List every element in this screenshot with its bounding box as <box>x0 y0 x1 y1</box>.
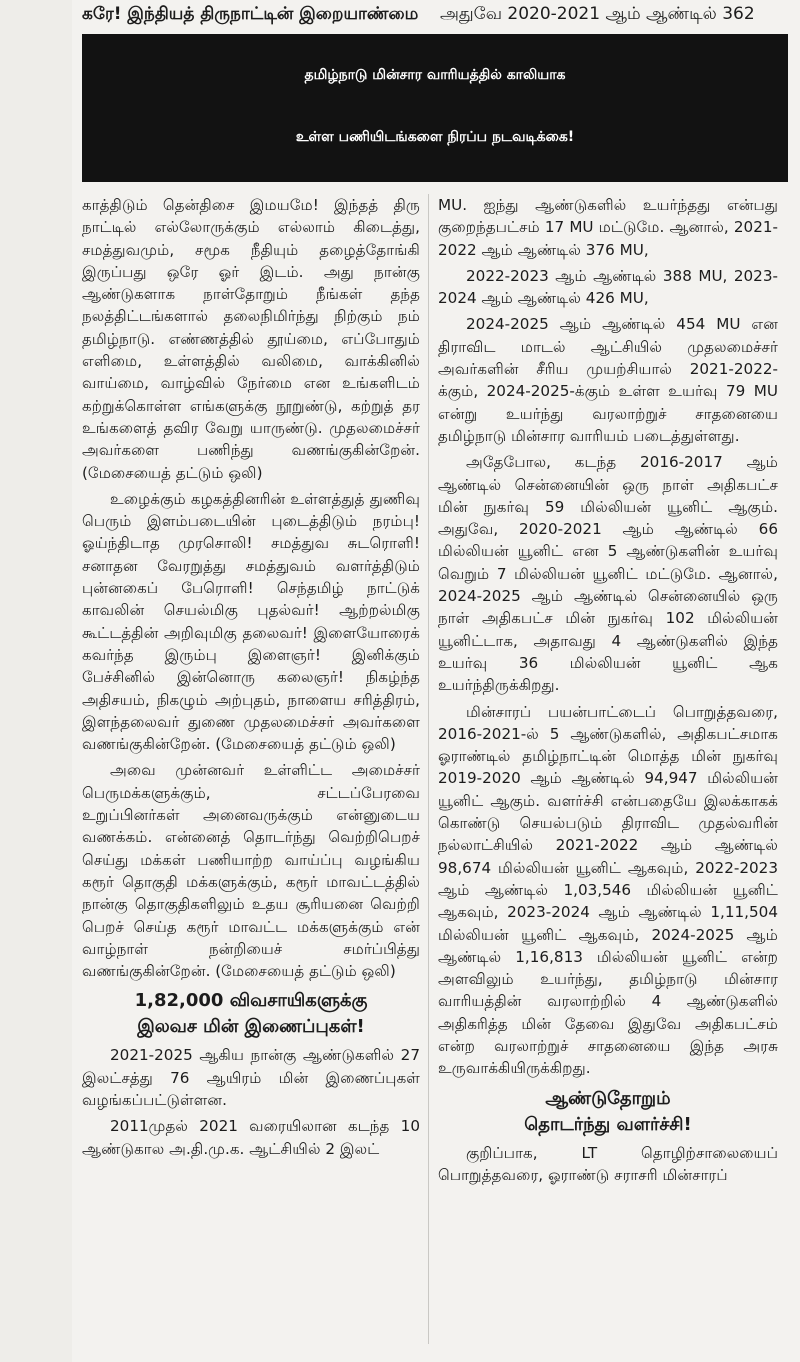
left-paragraph-1: காத்திடும் தென்திசை இமயமே! இந்தத் திரு நாட்டில் எல்லோருக்கும் எல்லாம் கிடைத்து, சமத்துவமும், சமூக நீதியும் தழைத்தோங்கி இருப்பது ஒரே ஓர் இடம். அது நான்கு ஆண்டுகளாக நாள்தோறும் நீங்கள் தந்த நலத்திட்டங்களால் தலைநிமிர்ந்து நிற்கும் நம் தமிழ்நாடு. எண்ணத்தில் தூய்மை, எப்போதும் எளிமை, உள்ளத்தில் வலிமை, வாக்கினில் வாய்மை, வாழ்வில் நேர்மை என உங்களிடம் கற்றுக்கொள்ள எங்களுக்கு நூறுண்டு, கற்றுத் தர உங்களைத் தவிர வேறு யாருண்டு. முதலமைச்சர் அவர்களை பணிந்து வணங்குகின்றேன். (மேசையைத் தட்டும் ஒலி) <box>82 196 420 482</box>
top-right-line: அதுவே 2020-2021 ஆம் ஆண்டில் 362 <box>440 4 755 24</box>
subheading-free-connections <box>82 988 420 1040</box>
subheading-line-1: ஆண்டுதோறும் <box>545 1087 671 1109</box>
top-strip <box>0 0 800 34</box>
right-paragraph-1: MU. ஐந்து ஆண்டுகளில் உயர்ந்தது என்பது குறைந்தபட்சம் 17 MU மட்டுமே. ஆனால், 2021-2022 ஆம் ஆண்டில் 376 MU, <box>438 196 778 259</box>
left-column <box>82 194 420 1160</box>
right-column <box>438 194 778 1186</box>
left-margin <box>0 0 72 1362</box>
right-paragraph-2: 2022-2023 ஆம் ஆண்டில் 388 MU, 2023-2024 ஆம் ஆண்டில் 426 MU, <box>438 266 778 308</box>
top-left-line: கரே! இந்தியத் திருநாட்டின் இறையாண்மை <box>82 4 419 24</box>
subheading-line-1: 1,82,000 விவசாயிகளுக்கு <box>134 990 368 1012</box>
right-paragraph-3: 2024-2025 ஆம் ஆண்டில் 454 MU என திராவிட மாடல் ஆட்சியில் முதலமைச்சர் அவர்களின் சீரிய முயற்சியால் 2021-2022-க்கும், 2024-2025-க்கும் உள்ள உயர்வு 79 MU என்று உயர்ந்து வரலாற்றுச் சாதனையை தமிழ்நாடு மின்சார வாரியம் படைத்துள்ளது. <box>438 315 778 445</box>
subheading-line-2: தொடர்ந்து வளர்ச்சி! <box>524 1113 692 1135</box>
left-paragraph-4: 2021-2025 ஆகிய நான்கு ஆண்டுகளில் 27 இலட்சத்து 76 ஆயிரம் மின் இணைப்புகள் வழங்கப்பட்டுள்ளன. <box>82 1046 420 1109</box>
subheading-annual-growth <box>438 1086 778 1138</box>
right-paragraph-6: குறிப்பாக, LT தொழிற்சாலையைப் பொறுத்தவரை, ஓராண்டு சராசரி மின்சாரப் <box>438 1143 778 1184</box>
headline-banner <box>82 34 788 182</box>
left-paragraph-2: உழைக்கும் கழகத்தினரின் உள்ளத்துத் துணிவு பெரும் இளம்படையின் புடைத்திடும் நரம்பு! ஓய்ந்திடாத முரசொலி! சமத்துவ சுடரொளி! சனாதன வேரறுத்து சமத்துவம் வளர்த்திடும் புன்னகைப் பேரொளி! செந்தமிழ் நாட்டுக் காவலின் செயல்மிகு புதல்வர்! ஆற்றல்மிகு கூட்டத்தின் அறிவுமிகு தலைவர்! இளையோரைக் கவர்ந்த இரும்பு இளைஞர்! இனிக்கும் பேச்சினில் இன்னொரு கலைஞர்! நிகழ்ந்த அதிசயம், நிகழும் அற்புதம், நாளைய சரித்திரம், இளந்தலைவர் துணை முதலமைச்சர் அவர்களை வணங்குகின்றேன். (மேசையைத் தட்டும் ஒலி) <box>82 489 420 754</box>
headline-line-1: தமிழ்நாடு மின்சார வாரியத்தில் காலியாக <box>304 67 566 83</box>
left-paragraph-5: 2011முதல் 2021 வரையிலான கடந்த 10 ஆண்டுகால அ.தி.மு.க. ஆட்சியில் 2 இலட் <box>82 1117 420 1158</box>
headline-line-2: உள்ள பணியிடங்களை நிரப்ப நடவடிக்கை! <box>295 129 575 145</box>
right-paragraph-4: அதேபோல, கடந்த 2016-2017 ஆம் ஆண்டில் சென்னையின் ஒரு நாள் அதிகபட்ச மின் நுகர்வு 59 மில்லியன் யூனிட் ஆகும். அதுவே, 2020-2021 ஆம் ஆண்டில் 66 மில்லியன் யூனிட் என 5 ஆண்டுகளின் உயர்வு வெறும் 7 மில்லியன் யூனிட் மட்டுமே. ஆனால், 2024-2025 ஆம் ஆண்டில் சென்னையில் ஒரு நாள் அதிகபட்ச மின் நுகர்வு 102 மில்லியன் யூனிட்டாக, அதாவது 4 ஆண்டுகளில் இந்த உயர்வு 36 மில்லியன் யூனிட் ஆக உயர்ந்திருக்கிறது. <box>438 453 778 695</box>
column-divider <box>428 194 429 1344</box>
right-paragraph-5: மின்சாரப் பயன்பாட்டைப் பொறுத்தவரை, 2016-2021-ல் 5 ஆண்டுகளில், அதிகபட்சமாக ஓராண்டில் தமிழ்நாட்டின் மொத்த மின் நுகர்வு 2019-2020 ஆம் ஆண்டில் 94,947 மில்லியன் யூனிட் ஆகும். வளர்ச்சி என்பதையே இலக்காகக் கொண்டு செயல்படும் திராவிட முதல்வரின் நல்லாட்சியில் 2021-2022 ஆம் ஆண்டில் 98,674 மில்லியன் யூனிட் ஆகவும், 2022-2023 ஆம் ஆண்டில் 1,03,546 மில்லியன் யூனிட் ஆகவும், 2023-2024 ஆம் ஆண்டில் 1,11,504 மில்லியன் யூனிட் ஆகவும், 2024-2025 ஆம் ஆண்டில் 1,16,813 மில்லியன் யூனிட் என்ற அளவிலும் உயர்ந்து, தமிழ்நாடு மின்சார வாரியத்தின் வரலாற்றில் 4 ஆண்டுகளில் அதிகரித்த மின் தேவை இதுவே அதிகபட்சம் என்ற வரலாற்றுச் சாதனையை இந்த அரசு உருவாக்கியிருக்கிறது. <box>438 702 778 1078</box>
subheading-line-2: இலவச மின் இணைப்புகள்! <box>137 1016 365 1038</box>
left-paragraph-3: அவை முன்னவர் உள்ளிட்ட அமைச்சர் பெருமக்களுக்கும், சட்டப்பேரவை உறுப்பினர்கள் அனைவருக்கும் என்னுடைய வணக்கம். என்னைத் தொடர்ந்து வெற்றிபெறச் செய்து மக்கள் பணியாற்ற வாய்ப்பு வழங்கிய கரூர் தொகுதி மக்களுக்கும், கரூர் மாவட்டத்தில் நான்கு தொகுதிகளிலும் உதய சூரியனை வெற்றி பெறச் செய்த கரூர் மாவட்ட மக்களுக்கும் என் வாழ்நாள் நன்றியைச் சமர்ப்பித்து வணங்குகின்றேன். (மேசையைத் தட்டும் ஒலி) <box>82 761 420 981</box>
